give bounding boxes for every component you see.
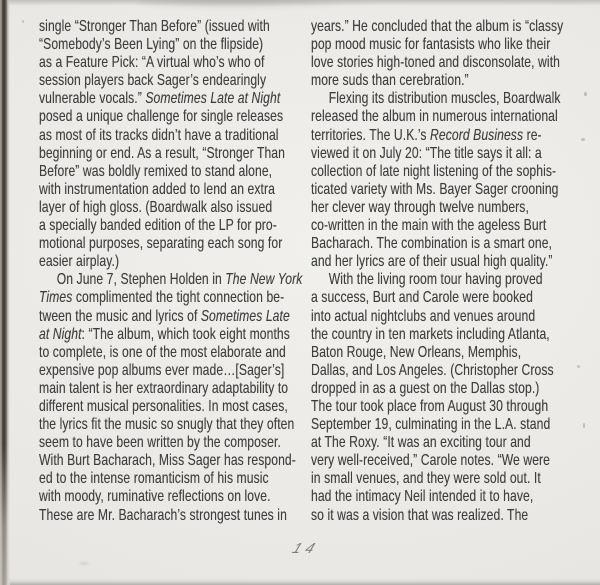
text-segment: With the living room tour having proved xyxy=(328,271,543,289)
text-line xyxy=(39,470,322,488)
text-segment: single “Stronger Than Before” (issued with xyxy=(39,18,270,35)
text-segment: re- xyxy=(523,126,542,144)
text-line xyxy=(39,145,322,163)
text-segment: as most of its tracks didn’t have a traditional xyxy=(39,126,279,144)
scan-edge-shadow-top xyxy=(0,0,600,6)
text-line xyxy=(39,380,322,398)
text-line xyxy=(39,362,322,380)
text-segment: : “The album, which took eight months xyxy=(81,325,290,343)
text-line xyxy=(311,362,594,380)
text-line xyxy=(311,488,594,506)
text-line xyxy=(311,416,594,434)
text-line xyxy=(39,217,322,235)
text-segment: viewed it on July 20: “The title says it all: a xyxy=(311,144,542,162)
text-segment: With Burt Bacharach, Miss Sager has respond- xyxy=(39,452,296,470)
text-segment: Bacharach. The combination is a smart one, xyxy=(311,235,553,253)
italic-text-segment: Times xyxy=(39,289,73,307)
text-line xyxy=(39,90,322,108)
text-segment: seem to have been written by the composer. xyxy=(39,434,281,452)
text-line xyxy=(39,488,322,506)
page-number: 14 xyxy=(289,541,322,557)
text-segment: dropped in as a guest on the Dallas stop.) xyxy=(311,379,540,397)
text-line xyxy=(39,127,322,145)
text-segment: main talent is her extraordinary adaptability to xyxy=(39,379,289,397)
italic-text-segment: Sometimes Late xyxy=(200,307,290,325)
text-segment: On June 7, Stephen Holden in xyxy=(56,271,226,289)
text-line xyxy=(39,434,322,452)
text-segment: Flexing its distribution muscles, Boardwalk xyxy=(328,90,561,108)
text-line xyxy=(311,452,594,470)
text-segment: co-written in the main with the ageless Burt xyxy=(311,217,547,235)
text-line xyxy=(39,326,322,344)
text-line xyxy=(39,36,322,54)
text-segment: love stories high-toned and disconsolate, with xyxy=(311,54,560,72)
text-line xyxy=(311,235,594,253)
text-line xyxy=(39,163,322,181)
scan-speck xyxy=(79,562,89,565)
text-segment: expensive pop albums ever made…[Sager’s] xyxy=(39,361,285,379)
text-segment: vulnerable vocals.” xyxy=(39,90,146,108)
text-line xyxy=(311,163,594,181)
text-line xyxy=(311,181,594,199)
italic-text-segment: The New York xyxy=(225,271,303,289)
text-segment: ed to the intense romanticism of his music xyxy=(39,470,269,488)
text-segment: complimented the tight connection be- xyxy=(72,289,285,307)
text-line xyxy=(39,398,322,416)
text-line xyxy=(311,127,594,145)
text-segment: released the album in numerous international xyxy=(311,108,558,126)
text-segment: The tour took place from August 30 through xyxy=(311,397,549,415)
text-segment: with instrumentation added to lend an extra xyxy=(39,180,275,198)
text-line xyxy=(311,326,594,344)
text-column-left xyxy=(39,18,322,525)
text-line xyxy=(311,145,594,163)
text-segment: Dallas, and Los Angeles. (Christopher Cross xyxy=(311,361,554,379)
text-line xyxy=(39,235,322,253)
text-line xyxy=(311,90,594,108)
text-segment: more suds than cerebration.” xyxy=(311,72,469,90)
text-line xyxy=(311,54,594,72)
text-line xyxy=(311,199,594,217)
text-line xyxy=(311,253,594,271)
text-segment: motional purposes, separating each song for xyxy=(39,235,283,253)
text-segment: different musical personalities. In most cases, xyxy=(39,397,288,415)
text-line xyxy=(39,452,322,470)
scan-speck xyxy=(581,138,585,141)
italic-text-segment: at Night xyxy=(39,325,82,343)
text-segment: had the intimacy Neil intended it to have, xyxy=(311,488,534,506)
text-segment: Baton Rouge, New Orleans, Memphis, xyxy=(311,343,522,361)
text-segment: and her lyrics are of their usual high quality.” xyxy=(311,253,553,271)
text-line xyxy=(311,470,594,488)
text-line xyxy=(311,398,594,416)
text-line xyxy=(39,253,322,271)
text-segment: at The Roxy. “It was an exciting tour and xyxy=(311,434,531,452)
text-segment: beginning or end. As a result, “Stronger Than xyxy=(39,144,285,162)
text-line xyxy=(39,18,322,36)
text-line xyxy=(311,289,594,307)
text-line xyxy=(39,108,322,126)
text-line xyxy=(311,108,594,126)
text-line xyxy=(311,434,594,452)
text-segment: very well-received,” Carole notes. “We were xyxy=(311,452,551,470)
text-segment: easier airplay.) xyxy=(39,253,120,271)
text-line xyxy=(39,181,322,199)
text-column-right xyxy=(311,18,594,525)
text-segment: “Somebody’s Been Lying” on the flipside) xyxy=(39,36,264,54)
text-line xyxy=(311,507,594,525)
text-segment: layer of high gloss. (Boardwalk also issued xyxy=(39,198,273,216)
text-line xyxy=(39,199,322,217)
scan-speck xyxy=(22,20,24,23)
text-line xyxy=(311,36,594,54)
text-segment: so it was a vision that was realized. The xyxy=(311,506,529,524)
text-segment: tween the music and lyrics of xyxy=(39,307,201,325)
scan-speck xyxy=(583,423,585,428)
scan-edge-shadow-bottom xyxy=(0,578,600,585)
text-segment: in small venues, and they were sold out. It xyxy=(311,470,541,488)
text-segment: Before” was boldly remixed to stand alone, xyxy=(39,162,273,180)
text-line xyxy=(311,308,594,326)
text-segment: into actual nightclubs and venues around xyxy=(311,307,536,325)
text-segment: a success, Burt and Carole were booked xyxy=(311,289,534,307)
text-line xyxy=(39,289,322,307)
text-segment: posed a unique challenge for single releases xyxy=(39,108,284,126)
text-segment: session players back Sager’s endearingly xyxy=(39,72,267,90)
text-segment: ticated variety with Ms. Bayer Sager crooning xyxy=(311,180,559,198)
text-line xyxy=(39,308,322,326)
text-line xyxy=(39,507,322,525)
text-line xyxy=(311,72,594,90)
scan-speck xyxy=(577,365,580,368)
text-line xyxy=(39,54,322,72)
text-segment: to complete, is one of the most elaborate and xyxy=(39,343,286,361)
scan-speck xyxy=(584,92,587,96)
italic-text-segment: Record Business xyxy=(430,126,524,144)
text-segment: her clever way through twelve numbers, xyxy=(311,198,529,216)
text-segment: the country in ten markets including Atlanta, xyxy=(311,325,550,343)
text-line xyxy=(39,344,322,362)
text-line xyxy=(39,72,322,90)
text-segment: a specially banded edition of the LP for pro- xyxy=(39,217,277,235)
text-line xyxy=(39,271,322,289)
text-segment: September 19, culminating in the L.A. stand xyxy=(311,416,551,434)
text-line xyxy=(311,271,594,289)
text-segment: years.” He concluded that the album is “classy xyxy=(311,18,564,35)
text-segment: the lyrics fit the music so snugly that they often xyxy=(39,416,295,434)
text-line xyxy=(311,344,594,362)
text-segment: pop mood music for fantasists who like their xyxy=(311,36,551,54)
text-segment: as a Feature Pick: “A virtual who’s who of xyxy=(39,54,265,72)
text-segment: with moody, ruminative reflections on love. xyxy=(39,488,271,506)
text-segment: collection of late night listening of the sophis- xyxy=(311,162,557,180)
book-spine-edge xyxy=(0,0,10,585)
text-segment: These are Mr. Bacharach’s strongest tunes in xyxy=(39,506,287,524)
text-line xyxy=(311,380,594,398)
italic-text-segment: Sometimes Late at Night xyxy=(145,90,281,108)
text-segment: territories. The U.K.’s xyxy=(311,126,431,144)
text-line xyxy=(39,416,322,434)
text-line xyxy=(311,18,594,36)
text-line xyxy=(311,217,594,235)
